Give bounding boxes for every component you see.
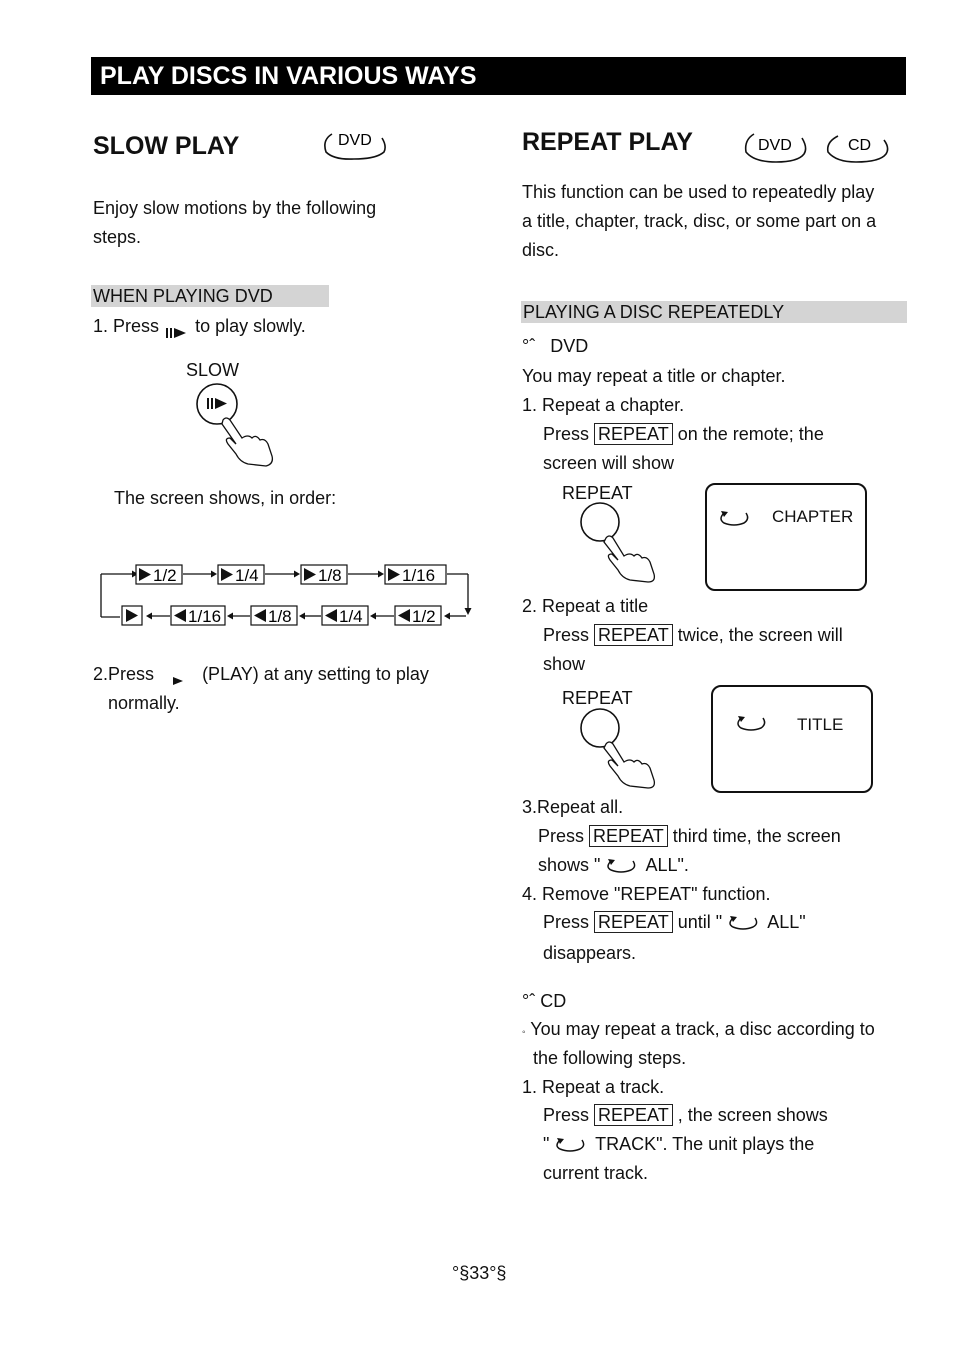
sequence-bottom-label-2: 1/8 — [268, 607, 292, 626]
repeat-button-hand-icon-2 — [578, 708, 663, 790]
cd-step1-quote: " — [543, 1134, 550, 1154]
cd-intro-line1 — [522, 1015, 875, 1047]
repeat-button-hand-icon-1 — [578, 502, 663, 584]
step3-text: third time, the screen — [672, 826, 841, 846]
sequence-top-label-3: 1/8 — [318, 566, 342, 585]
screen-display-title — [711, 685, 873, 793]
dvd-marker: °ˆ — [522, 336, 536, 356]
step4-line2: disappears. — [543, 943, 637, 963]
cd-subsection — [522, 987, 566, 1016]
cd-step1-track: TRACK". The unit plays the — [595, 1134, 815, 1154]
repeat-intro-line2: a title, chapter, track, disc, or some part on a — [522, 211, 877, 231]
step2-line2: show — [543, 654, 586, 674]
press-word: Press — [543, 1105, 590, 1125]
slow-step1-press: 1. Press — [93, 316, 160, 336]
step4-all: ALL" — [767, 912, 806, 932]
cd-step1-line1 — [543, 1101, 828, 1130]
step2-line1 — [543, 621, 843, 650]
repeat-button-label-1: REPEAT — [562, 483, 633, 503]
repeat-loop-icon — [554, 1137, 590, 1153]
repeat-intro-line1: This function can be used to repeatedly play — [522, 182, 875, 202]
repeat-loop-icon — [727, 915, 763, 931]
slow-play-icon — [164, 320, 190, 334]
sequence-bottom-1-16 — [171, 606, 225, 626]
slow-intro-line2: steps. — [93, 227, 142, 247]
screen-display-chapter — [705, 483, 867, 591]
cd-bullet: ◦ — [522, 1027, 526, 1038]
step1-title: 1. Repeat a chapter. — [522, 395, 685, 415]
step2-title: 2. Repeat a title — [522, 596, 649, 616]
step1-line1 — [543, 420, 824, 449]
dvd-badge — [320, 126, 390, 162]
sequence-top-label-4: 1/16 — [402, 566, 436, 585]
sequence-bottom-play — [122, 606, 142, 625]
repeat-badge-dvd: DVD — [758, 137, 792, 154]
slow-sequence-diagram — [98, 558, 478, 630]
screen-order-text: The screen shows, in order: — [114, 488, 337, 508]
cd-label: CD — [540, 991, 567, 1011]
repeat-loop-icon — [735, 714, 771, 732]
step3-shows: shows " — [538, 855, 601, 875]
slow-button-hand-icon — [190, 382, 285, 472]
cd-step1-title: 1. Repeat a track. — [522, 1077, 665, 1097]
sequence-bottom-label-3: 1/4 — [339, 607, 363, 626]
dvd-badge-label: DVD — [338, 132, 372, 149]
repeat-button-label-2: REPEAT — [562, 688, 633, 708]
step1-text: on the remote; the — [677, 424, 824, 444]
press-word: Press — [543, 625, 590, 645]
sequence-top-label-1: 1/2 — [153, 566, 177, 585]
sequence-bottom-label-4: 1/2 — [412, 607, 436, 626]
step3-line2 — [538, 851, 689, 880]
slow-step1-text: to play slowly. — [195, 316, 306, 336]
press-word: Press — [543, 912, 590, 932]
dvd-label: DVD — [550, 336, 589, 356]
sequence-bottom-1-2 — [395, 606, 441, 626]
step3-line1 — [538, 822, 841, 851]
slow-button-label: SLOW — [186, 360, 240, 380]
page-number: °§33°§ — [452, 1263, 507, 1283]
sequence-top-1-4 — [218, 565, 264, 585]
repeat-key: REPEAT — [594, 911, 673, 933]
sequence-top-label-2: 1/4 — [235, 566, 259, 585]
cd-step1-text: , the screen shows — [677, 1105, 828, 1125]
dvd-cd-badges — [742, 130, 892, 166]
repeat-key: REPEAT — [594, 624, 673, 646]
dvd-subsection — [522, 332, 588, 361]
slow-step2-line2: normally. — [108, 693, 180, 713]
step2-text: twice, the screen will — [677, 625, 843, 645]
repeat-intro-line3: disc. — [522, 240, 560, 260]
step1-line2: screen will show — [543, 453, 675, 473]
repeat-key: REPEAT — [594, 423, 673, 445]
sequence-top-1-8 — [301, 565, 347, 585]
press-word: Press — [543, 424, 590, 444]
section-when-playing-dvd: WHEN PLAYING DVD — [91, 285, 329, 307]
slow-step2-press: 2.Press — [93, 664, 155, 684]
cd-intro-line2: the following steps. — [533, 1048, 687, 1068]
slow-step1 — [93, 312, 306, 341]
screen-chapter-text: CHAPTER — [772, 507, 854, 526]
screen-title-text: TITLE — [797, 715, 844, 734]
page-banner: PLAY DISCS IN VARIOUS WAYS — [91, 57, 906, 95]
slow-step2 — [93, 660, 429, 689]
step4-until: until " — [677, 912, 723, 932]
slow-play-title: SLOW PLAY — [93, 132, 240, 160]
play-icon — [159, 668, 197, 682]
sequence-top-1-2 — [136, 565, 182, 585]
step4-line1 — [543, 908, 806, 937]
repeat-key: REPEAT — [594, 1104, 673, 1126]
step3-all: ALL". — [645, 855, 689, 875]
sequence-top-1-16 — [385, 565, 446, 585]
cd-step1-line2 — [543, 1130, 814, 1159]
section-playing-repeatedly: PLAYING A DISC REPEATEDLY — [521, 301, 907, 323]
sequence-bottom-label-1: 1/16 — [188, 607, 222, 626]
sequence-bottom-1-4 — [322, 606, 368, 626]
repeat-play-title: REPEAT PLAY — [522, 128, 693, 156]
cd-intro-text: You may repeat a track, a disc according to — [530, 1019, 875, 1039]
dvd-intro: You may repeat a title or chapter. — [522, 366, 786, 386]
repeat-badge-cd: CD — [848, 137, 872, 154]
cd-marker: °ˆ — [522, 991, 536, 1011]
repeat-loop-icon — [605, 858, 641, 874]
repeat-loop-icon — [718, 509, 754, 527]
repeat-key: REPEAT — [589, 825, 668, 847]
step3-title: 3.Repeat all. — [522, 797, 624, 817]
slow-intro-line1: Enjoy slow motions by the following — [93, 198, 377, 218]
cd-step1-line3: current track. — [543, 1163, 649, 1183]
slow-step2-text: (PLAY) at any setting to play — [202, 664, 429, 684]
press-word: Press — [538, 826, 585, 846]
step4-title: 4. Remove "REPEAT" function. — [522, 884, 771, 904]
sequence-bottom-1-8 — [251, 606, 297, 626]
